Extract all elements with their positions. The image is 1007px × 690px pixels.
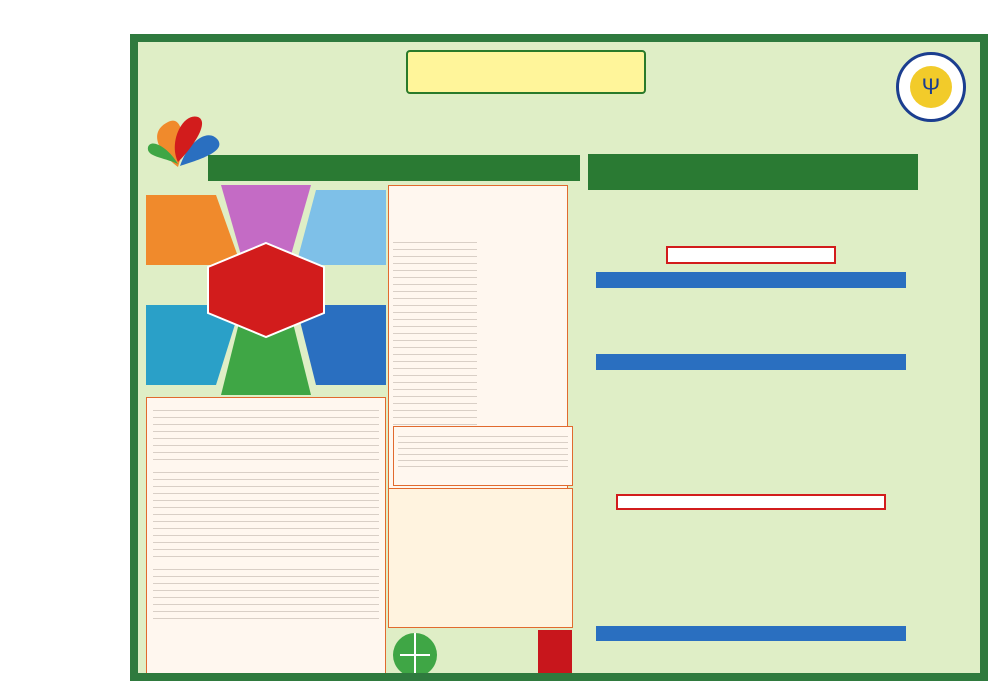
tasks-band [596,354,906,370]
poster-title [406,50,646,94]
laws-title [147,398,385,402]
tasks-title [389,186,567,192]
emblem [896,52,966,122]
duties-panel [393,426,573,486]
management-system [586,194,918,673]
control-band [616,494,886,510]
laws-text-3 [153,563,379,623]
instructions-panel [388,488,573,628]
instructions-band [596,626,906,641]
system-band [588,154,918,190]
instructions-title [389,489,572,493]
laws-text-1 [153,404,379,464]
stop-sign [538,630,572,673]
duties-text [398,431,568,471]
functions-band [596,272,906,288]
poster-inner [138,42,980,673]
safe-conditions [388,630,573,673]
petal-orange [146,195,241,265]
materials-box [666,246,836,264]
laws-text-2 [153,466,379,561]
poster-board [130,34,988,681]
day-band [208,155,580,181]
laws-panel [146,397,386,673]
principles-diagram [146,185,386,395]
trident-icon: Ψ [910,66,952,108]
instruction-cards [616,644,916,673]
globe-icon [390,630,440,673]
petal-blue [296,190,386,265]
